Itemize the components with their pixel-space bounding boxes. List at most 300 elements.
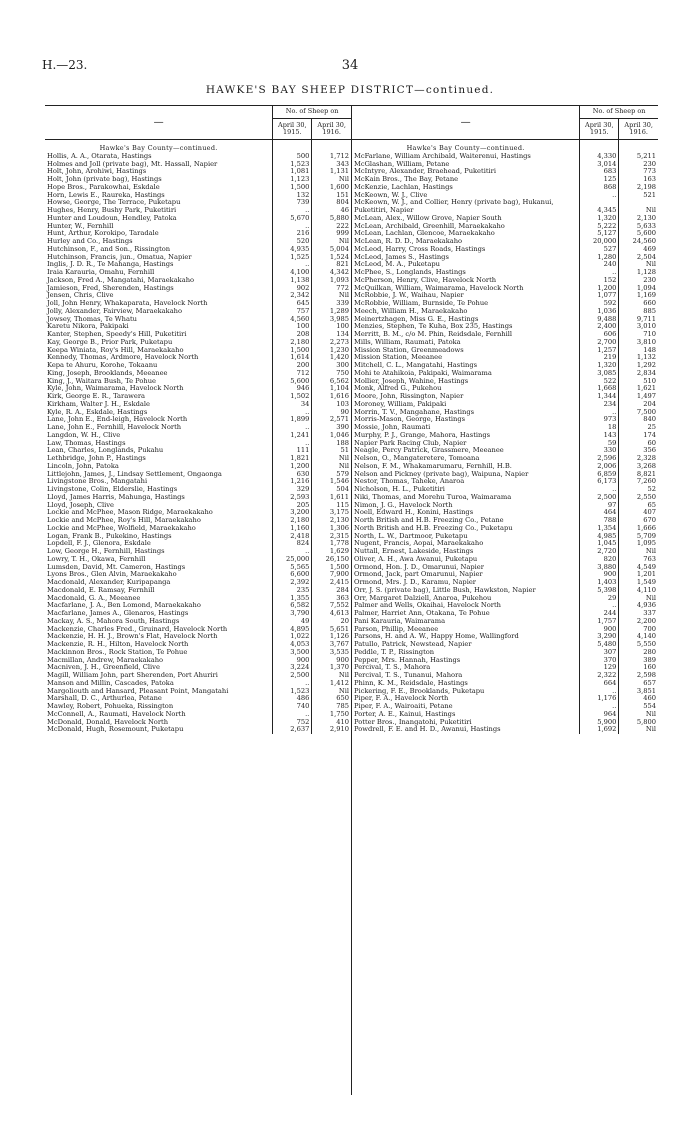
sheep-1916-cell: 188 bbox=[312, 440, 351, 448]
sheep-1915-cell: 1,403 bbox=[580, 579, 619, 587]
sheep-1915-cell: 6,582 bbox=[273, 602, 312, 610]
sheep-1916-cell: 163 bbox=[619, 176, 658, 184]
sheep-1916-cell: 5,800 bbox=[619, 719, 658, 727]
document-reference: H.—23. bbox=[42, 58, 88, 72]
owner-address-cell: Moroney, William, Pakipaki bbox=[354, 399, 447, 408]
sheep-1915-cell: 900 bbox=[580, 626, 619, 634]
sheep-1916-cell: 1,104 bbox=[312, 385, 351, 393]
owner-address-cell: Powdrell, F. E. and H. D., Awanui, Hastings bbox=[354, 725, 501, 734]
sheep-1916-cell: 772 bbox=[312, 285, 351, 293]
sheep-1915-cell: .. bbox=[273, 440, 312, 448]
sheep-1916-cell: 2,415 bbox=[312, 579, 351, 587]
owner-address-cell: McRobbie, William, Burnside, Te Pohue bbox=[354, 299, 489, 307]
sheep-1916-cell: 1,524 bbox=[312, 254, 351, 262]
sheep-1915-cell: 3,790 bbox=[273, 610, 312, 618]
owner-address-cell: Orr, J. S. (private bag), Little Bush, Hawkston, Napier bbox=[354, 585, 536, 594]
owner-address-cell: Jowsey, Thomas, Te Whatu bbox=[47, 314, 137, 323]
owner-address-cell: McIntyre, Alexander, Braehead, Puketitiri bbox=[354, 167, 497, 176]
sheep-1916-cell: 1,131 bbox=[312, 168, 351, 176]
section-heading: Hawke's Bay County—continued. bbox=[406, 144, 525, 152]
owner-address-cell: King, J., Waitara Bush, Te Pohue bbox=[47, 376, 156, 385]
owner-address-cell: Macfarlane, J. A., Ben Lomond, Maraekakaho bbox=[47, 601, 201, 610]
sheep-1916-cell: 657 bbox=[619, 680, 658, 688]
sheep-1916-cell: 1,132 bbox=[619, 354, 658, 362]
sheep-1915-cell: 820 bbox=[580, 556, 619, 564]
sheep-1916-cell: 821 bbox=[312, 261, 351, 269]
sheep-1915-cell: 1,355 bbox=[273, 595, 312, 603]
sheep-1916-cell: 1,420 bbox=[312, 354, 351, 362]
sheep-1916-cell: 1,095 bbox=[619, 540, 658, 548]
owner-address-cell: Percival, T. S., Tunanui, Mahora bbox=[354, 671, 463, 679]
sheep-1916-cell: 20 bbox=[312, 618, 351, 626]
sheep-1915-cell: 1,692 bbox=[580, 726, 619, 734]
owner-address-cell: Jolly, Alexander, Fairview, Maraekakaho bbox=[47, 306, 183, 315]
sheep-1915-cell: 3,224 bbox=[273, 664, 312, 672]
owner-address-cell: Nelson, O., Mangateretere, Tomoana bbox=[354, 454, 480, 462]
owner-address-cell: McFarlane, William Archibald, Waiterenui, Hastings bbox=[354, 151, 531, 160]
owner-address-cell: Pickering, F. E., Brooklands, Puketapu bbox=[354, 686, 485, 695]
sheep-1915-cell: 1,320 bbox=[580, 215, 619, 223]
sheep-1915-cell: 6,600 bbox=[273, 571, 312, 579]
sheep-1915-cell: 964 bbox=[580, 711, 619, 719]
owner-address-cell: Mackinnon Bros., Rock Station, Te Pohue bbox=[47, 647, 188, 656]
sheep-1915-cell: .. bbox=[273, 207, 312, 215]
sheep-1915-cell: 1,523 bbox=[273, 161, 312, 169]
owner-address-cell: Phinn, K. M., Reidsdale, Hastings bbox=[354, 678, 468, 687]
owner-address-cell: Marshall, D. C., Arthurlea, Petane bbox=[47, 694, 162, 703]
sheep-1915-cell: 1,176 bbox=[580, 695, 619, 703]
sheep-1915-cell: 2,593 bbox=[273, 494, 312, 502]
sheep-1915-cell: 522 bbox=[580, 378, 619, 386]
sheep-1916-cell: 134 bbox=[312, 331, 351, 339]
sheep-1916-cell: 710 bbox=[619, 331, 658, 339]
owner-address-cell: Palmer, Harriet Ann, Otakana, Te Pohue bbox=[354, 609, 490, 617]
owner-address-cell: Holmes and Joll (private bag), Mt. Hassall, Napier bbox=[47, 159, 218, 168]
sheep-1916-cell: Nil bbox=[619, 199, 658, 215]
sheep-1916-cell: 1,497 bbox=[619, 393, 658, 401]
sheep-1915-cell: 4,985 bbox=[580, 533, 619, 541]
name-column-header: — bbox=[352, 106, 580, 140]
sheep-1915-cell: 18 bbox=[580, 424, 619, 432]
sheep-1915-cell: 9,488 bbox=[580, 316, 619, 324]
sheep-1915-cell: 752 bbox=[273, 719, 312, 727]
owner-address-cell: Kennedy, Thomas, Ardmore, Havelock North bbox=[47, 353, 199, 362]
owner-address-cell: Nugent, Francis, Aopai, Maraekakaho bbox=[354, 539, 484, 548]
owner-address-cell: Lane, John E., Fernhill, Havelock North bbox=[47, 423, 182, 431]
sheep-1915-cell: .. bbox=[580, 703, 619, 711]
sheep-1915-cell: 97 bbox=[580, 502, 619, 510]
sheep-1915-cell: 973 bbox=[580, 416, 619, 424]
sheep-1915-cell: 2,720 bbox=[580, 548, 619, 556]
owner-address-cell: Mackenzie, R. H., Hilton, Havelock North bbox=[47, 640, 189, 648]
owner-address-cell: Pepper, Mrs. Hannah, Hastings bbox=[354, 655, 461, 664]
column-header-1916: April 30, 1916. bbox=[619, 119, 658, 140]
sheep-1916-cell: 1,292 bbox=[619, 362, 658, 370]
sheep-1916-cell: 763 bbox=[619, 556, 658, 564]
owner-address-cell: Kyle, John, Waimarama, Havelock North bbox=[47, 384, 184, 393]
owner-address-cell: Hutchinson, Francis, jun., Omatua, Napier bbox=[47, 252, 192, 261]
owner-address-cell: McQuilkan, William, Waimarama, Havelock North bbox=[354, 283, 524, 292]
owner-address-cell: Nelson and Pickney (private bag), Waipuna, Napier bbox=[354, 469, 529, 478]
sheep-1916-cell: 4,140 bbox=[619, 633, 658, 641]
sheep-1916-cell: 2,598 bbox=[619, 672, 658, 680]
owner-address-cell: Mission Station, Greenmeadows bbox=[354, 345, 464, 354]
owner-address-cell: Percival, T. S., Mahora bbox=[354, 663, 431, 672]
sheep-1915-cell: 3,085 bbox=[580, 370, 619, 378]
column-header-1916: April 30, 1916. bbox=[312, 119, 351, 140]
sheep-1915-cell: 2,700 bbox=[580, 339, 619, 347]
sheep-1916-cell: 1,616 bbox=[312, 393, 351, 401]
owner-address-cell: McDonald, Donald, Havelock North bbox=[47, 717, 169, 726]
owner-address-cell: Napier Park Racing Club, Napier bbox=[354, 438, 467, 447]
table-row bbox=[45, 726, 351, 734]
sheep-1915-cell: 1,668 bbox=[580, 385, 619, 393]
sheep-1915-cell: 1,216 bbox=[273, 478, 312, 486]
sheep-1915-cell: 2,418 bbox=[273, 533, 312, 541]
sheep-1915-cell: 4,100 bbox=[273, 269, 312, 277]
owner-address-cell: Mitchell, C. L., Mangatahi, Hastings bbox=[354, 361, 478, 369]
owner-address-cell: Macdonald, E. Ramsay, Fernhill bbox=[47, 585, 155, 594]
sheep-1915-cell: 4,345 bbox=[580, 199, 619, 215]
left-table-body bbox=[45, 140, 351, 735]
sheep-1915-cell: 132 bbox=[273, 192, 312, 200]
sheep-1915-cell: .. bbox=[580, 409, 619, 417]
owner-address-cell: Manson and Millin, Cascades, Patoka bbox=[47, 678, 174, 687]
sheep-1915-cell: 2,500 bbox=[273, 672, 312, 680]
sheep-1915-cell: 664 bbox=[580, 680, 619, 688]
owner-address-cell: Karetu Nikora, Pakipaki bbox=[47, 322, 129, 331]
sheep-1915-cell: 900 bbox=[273, 657, 312, 665]
sheep-1916-cell: 7,500 bbox=[619, 409, 658, 417]
sheep-1916-cell: 2,328 bbox=[619, 455, 658, 463]
table-row bbox=[352, 199, 658, 215]
sheep-1916-cell: Nil bbox=[312, 688, 351, 696]
sheep-1916-cell: 300 bbox=[312, 362, 351, 370]
owner-address-cell: McKeown, W. J., and Collier, Henry (private bag), Hukanui, Puketitiri, Napier bbox=[354, 198, 554, 214]
sheep-1916-cell: Nil bbox=[312, 292, 351, 300]
sheep-1916-cell: 510 bbox=[619, 378, 658, 386]
sheep-1915-cell: 34 bbox=[273, 401, 312, 409]
sheep-1916-cell: 2,550 bbox=[619, 494, 658, 502]
owner-address-cell: Magill, William John, part Sherenden, Port Ahuriri bbox=[47, 671, 218, 679]
owner-address-cell: Lockie and McPhee, Mason Ridge, Maraekakaho bbox=[47, 508, 213, 517]
sheep-1915-cell: .. bbox=[273, 409, 312, 417]
sheep-1916-cell: 1,126 bbox=[312, 633, 351, 641]
owner-address-cell: Palmer and Wells, Okaihai, Havelock North bbox=[354, 601, 501, 610]
sheep-1915-cell: 219 bbox=[580, 354, 619, 362]
owner-address-cell: Potter Bros., Inangatohi, Puketitiri bbox=[354, 717, 472, 726]
owner-address-cell: Holt, John (private bag), Hastings bbox=[47, 175, 162, 183]
sheep-1915-cell: 1,022 bbox=[273, 633, 312, 641]
sheep-1915-cell: 5,900 bbox=[580, 719, 619, 727]
name-column-header: — bbox=[45, 106, 273, 140]
owner-address-cell: McRobbie, J. W., Waihau, Napier bbox=[354, 291, 464, 300]
owner-address-cell: Noell, Edward H., Konini, Hastings bbox=[354, 508, 474, 517]
sheep-1915-cell: 3,014 bbox=[580, 161, 619, 169]
sheep-1916-cell: 660 bbox=[619, 300, 658, 308]
sheep-1916-cell: 3,268 bbox=[619, 463, 658, 471]
sheep-1916-cell: 7,552 bbox=[312, 602, 351, 610]
column-header-1915: April 30, 1915. bbox=[273, 119, 312, 140]
sheep-1916-cell: Nil bbox=[312, 238, 351, 246]
sheep-1915-cell: 5,127 bbox=[580, 230, 619, 238]
owner-address-cell: Inglis, J. D. R., Te Mahanga, Hastings bbox=[47, 260, 174, 269]
sheep-1915-cell: 606 bbox=[580, 331, 619, 339]
owner-address-cell: Orr, Margaret Dalziell, Anaroa, Pukehou bbox=[354, 593, 492, 602]
sheep-1915-cell: 739 bbox=[273, 199, 312, 207]
sheep-1915-cell: 2,400 bbox=[580, 323, 619, 331]
sheep-1916-cell: 1,128 bbox=[619, 269, 658, 277]
sheep-1915-cell: 6,859 bbox=[580, 471, 619, 479]
sheep-1915-cell: 111 bbox=[273, 447, 312, 455]
sheep-1916-cell: 700 bbox=[619, 626, 658, 634]
sheep-1916-cell: 2,834 bbox=[619, 370, 658, 378]
sheep-1915-cell: 757 bbox=[273, 308, 312, 316]
sheep-1915-cell: 902 bbox=[273, 285, 312, 293]
sheep-returns-tables bbox=[45, 105, 657, 1095]
owner-address-cell: McConnell, A., Raumati, Havelock North bbox=[47, 709, 186, 718]
sheep-1916-cell: 7,900 bbox=[312, 571, 351, 579]
owner-address-cell: Joll, John Henry, Whakaparata, Havelock North bbox=[47, 299, 208, 307]
owner-address-cell: Mackay, A. S., Mahora South, Hastings bbox=[47, 616, 180, 625]
sheep-1915-cell: 2,392 bbox=[273, 579, 312, 587]
owner-address-cell: Hunt, Arthur, Korokipo, Taradale bbox=[47, 229, 159, 238]
owner-address-cell: North British and H.B. Freezing Co., Petane bbox=[354, 516, 504, 524]
sheep-1916-cell: 407 bbox=[619, 509, 658, 517]
owner-address-cell: Logan, Frank B., Pukekino, Hastings bbox=[47, 531, 172, 540]
sheep-1915-cell: 1,614 bbox=[273, 354, 312, 362]
owner-address-cell: McLeod, M. A., Puketapu bbox=[354, 260, 440, 269]
sheep-1916-cell: 785 bbox=[312, 703, 351, 711]
section-heading: Hawke's Bay County—continued. bbox=[99, 144, 218, 152]
owner-address-cell: Menzies, Stephen, Te Kuha, Box 235, Hastings bbox=[354, 322, 513, 331]
sheep-1916-cell: 5,004 bbox=[312, 246, 351, 254]
sheep-1915-cell: 2,180 bbox=[273, 339, 312, 347]
owner-address-cell: Lethbridge, John P., Hastings bbox=[47, 454, 146, 462]
sheep-1916-cell: 5,880 bbox=[312, 215, 351, 223]
sheep-1915-cell: 49 bbox=[273, 618, 312, 626]
right-table-column bbox=[351, 105, 658, 1095]
sheep-1915-cell: 868 bbox=[580, 184, 619, 192]
table-row bbox=[352, 726, 658, 734]
page-header bbox=[42, 58, 658, 74]
owner-address-cell: Oliver, A. H., Awa Awanui, Puketapu bbox=[354, 554, 478, 563]
sheep-1915-cell: 500 bbox=[273, 153, 312, 161]
sheep-1915-cell: 1,757 bbox=[580, 618, 619, 626]
sheep-1916-cell: 2,315 bbox=[312, 533, 351, 541]
sheep-1916-cell: 356 bbox=[619, 447, 658, 455]
owner-address-cell: Porter, A. E., Kainui, Hastings bbox=[354, 709, 456, 718]
owner-address-cell: Kirk, George E. R., Tarawera bbox=[47, 392, 146, 400]
sheep-1916-cell: 1,712 bbox=[312, 153, 351, 161]
sheep-1915-cell: 740 bbox=[273, 703, 312, 711]
owner-address-cell: Mackenzie, Charles Fred., Gruinard, Havelock North bbox=[47, 624, 228, 633]
sheep-1915-cell: 2,596 bbox=[580, 455, 619, 463]
owner-address-cell: McPherson, Henry, Clive, Havelock North bbox=[354, 275, 497, 284]
sheep-1915-cell: 1,160 bbox=[273, 525, 312, 533]
owner-address-cell: Mollier, Joseph, Wahine, Hastings bbox=[354, 376, 469, 385]
sheep-1916-cell: 5,211 bbox=[619, 153, 658, 161]
owner-address-cell: Hunter, W., Fernhill bbox=[47, 221, 114, 230]
sheep-1916-cell: 1,500 bbox=[312, 564, 351, 572]
sheep-1916-cell: 103 bbox=[312, 401, 351, 409]
sheep-1915-cell: 5,600 bbox=[273, 378, 312, 386]
sheep-1915-cell: 329 bbox=[273, 486, 312, 494]
sheep-1915-cell: 464 bbox=[580, 509, 619, 517]
sheep-1915-cell: 1,821 bbox=[273, 455, 312, 463]
sheep-1916-cell: 3,810 bbox=[619, 339, 658, 347]
sheep-1915-cell: 1,241 bbox=[273, 432, 312, 440]
owner-address-cell: Jensen, Chris, Clive bbox=[47, 291, 114, 300]
sheep-1915-cell: 1,502 bbox=[273, 393, 312, 401]
sheep-1916-cell: Nil bbox=[619, 711, 658, 719]
owner-address-cell: McLeod, James S., Hastings bbox=[354, 252, 449, 261]
owner-address-cell: Mills, William, Raumati, Patoka bbox=[354, 337, 461, 346]
owner-address-cell: Kanter, Stephen, Speedy's Hill, Puketitiri bbox=[47, 330, 187, 338]
sheep-1916-cell: 3,851 bbox=[619, 688, 658, 696]
sheep-1916-cell: Nil bbox=[312, 176, 351, 184]
owner-address-cell: Livingstone Bros., Mangatahi bbox=[47, 477, 148, 486]
sheep-1916-cell: 5,651 bbox=[312, 626, 351, 634]
sheep-1915-cell: 1,077 bbox=[580, 292, 619, 300]
owner-address-cell: Nuttall, Ernest, Lakeside, Hastings bbox=[354, 547, 474, 555]
sheep-1915-cell: .. bbox=[273, 223, 312, 231]
sheep-1916-cell: 9,711 bbox=[619, 316, 658, 324]
owner-address-cell: Nelson, F. M., Whakamarumaru, Fernhill, H.B. bbox=[354, 461, 512, 470]
owner-address-cell: McLeod, Harry, Cross Roads, Hastings bbox=[354, 244, 486, 253]
owner-address-cell: Hunter and Loudoun, Hendley, Patoka bbox=[47, 213, 177, 222]
owner-address-cell: King, Joseph, Brooklands, Meeanee bbox=[47, 368, 168, 377]
owner-address-cell: Hughes, Henry, Bushy Park, Puketitiri bbox=[47, 206, 177, 214]
sheep-1916-cell: 2,198 bbox=[619, 184, 658, 192]
owner-address-cell: McLean, Archibald, Greenhill, Maraekakaho bbox=[354, 221, 505, 230]
sheep-1916-cell: 390 bbox=[312, 424, 351, 432]
owner-address-cell: Howse, George, The Terrace, Puketapu bbox=[47, 198, 181, 207]
owner-address-cell: Merritt, B. M., c/o M. Phin, Reidsdale, Fernhill bbox=[354, 330, 513, 338]
sheep-1915-cell: 1,320 bbox=[580, 362, 619, 370]
sheep-1915-cell: 683 bbox=[580, 168, 619, 176]
sheep-1915-cell: 20,000 bbox=[580, 238, 619, 246]
owner-address-cell: Lloyd, Joseph, Clive bbox=[47, 500, 114, 509]
sheep-1916-cell: Nil bbox=[619, 726, 658, 734]
sheep-1915-cell: 2,180 bbox=[273, 517, 312, 525]
sheep-1915-cell: 3,290 bbox=[580, 633, 619, 641]
sheep-1916-cell: 2,130 bbox=[619, 215, 658, 223]
owner-address-cell: Parson, Phillip, Meeanee bbox=[354, 624, 439, 633]
owner-address-cell: Mohi te Atahikoia, Pakipaki, Waimarama bbox=[354, 368, 492, 377]
sheep-1916-cell: 2,571 bbox=[312, 416, 351, 424]
right-table bbox=[352, 105, 658, 734]
left-table-column bbox=[45, 105, 351, 1095]
sheep-1915-cell: .. bbox=[273, 680, 312, 688]
owner-address-cell: Langdon, W. H., Clive bbox=[47, 430, 121, 439]
owner-address-cell: Littlejohn, James, J., Lindsay Settlement, Ongaonga bbox=[47, 469, 222, 478]
right-table-body bbox=[352, 140, 658, 735]
sheep-1916-cell: 6,562 bbox=[312, 378, 351, 386]
sheep-1915-cell: 216 bbox=[273, 230, 312, 238]
sheep-1915-cell: 4,895 bbox=[273, 626, 312, 634]
sheep-1916-cell: 339 bbox=[312, 300, 351, 308]
sheep-1916-cell: 650 bbox=[312, 695, 351, 703]
sheep-1916-cell: 115 bbox=[312, 502, 351, 510]
sheep-1915-cell: 205 bbox=[273, 502, 312, 510]
sheep-1916-cell: 840 bbox=[619, 416, 658, 424]
sheep-1915-cell: 3,200 bbox=[273, 509, 312, 517]
sheep-1915-cell: .. bbox=[273, 261, 312, 269]
owner-address-cell: Keepa Winiata, Roy's Hill, Maraekakaho bbox=[47, 345, 184, 354]
sheep-1915-cell: 125 bbox=[580, 176, 619, 184]
sheep-1916-cell: 337 bbox=[619, 610, 658, 618]
sheep-1915-cell: 824 bbox=[273, 540, 312, 548]
owner-address-cell: Piper, F. A., Wairoaiti, Petane bbox=[354, 702, 453, 710]
sheep-1916-cell: 280 bbox=[619, 649, 658, 657]
sheep-1915-cell: 1,200 bbox=[273, 463, 312, 471]
sheep-1915-cell: 1,280 bbox=[580, 254, 619, 262]
owner-address-cell: Law, Thomas, Hastings bbox=[47, 438, 126, 447]
owner-address-cell: Lockie and McPhee, Wolfield, Maraekakaho bbox=[47, 523, 196, 532]
sheep-1916-cell: 25 bbox=[619, 424, 658, 432]
sheep-1916-cell: 1,306 bbox=[312, 525, 351, 533]
sheep-1915-cell: 5,670 bbox=[273, 215, 312, 223]
sheep-1916-cell: 26,150 bbox=[312, 556, 351, 564]
owner-address-cell: Macniven, J. H., Greenfield, Clive bbox=[47, 663, 160, 672]
owner-address-cell: Macdonald, Alexander, Kuripapanga bbox=[47, 578, 171, 586]
sheep-1915-cell: 2,637 bbox=[273, 726, 312, 734]
owner-address-cell: Kepa te Ahuru, Korohe, Tokaanu bbox=[47, 361, 158, 369]
sheep-1915-cell: 29 bbox=[580, 595, 619, 603]
sheep-1916-cell: 670 bbox=[619, 517, 658, 525]
sheep-1915-cell: 946 bbox=[273, 385, 312, 393]
owner-address-cell: Mawley, Robert, Pohueka, Rissington bbox=[47, 702, 174, 710]
sheep-1916-cell: Nil bbox=[619, 261, 658, 269]
sheep-1915-cell: 900 bbox=[580, 571, 619, 579]
sheep-1916-cell: 999 bbox=[312, 230, 351, 238]
sheep-1915-cell: 1,123 bbox=[273, 176, 312, 184]
sheep-1915-cell: 5,398 bbox=[580, 587, 619, 595]
sheep-1916-cell: 52 bbox=[619, 486, 658, 494]
sheep-1915-cell: 645 bbox=[273, 300, 312, 308]
owner-address-cell: Ormond, Hon. J. D., Omarunui, Napier bbox=[354, 562, 484, 571]
sheep-1916-cell: 148 bbox=[619, 347, 658, 355]
sheep-1916-cell: 24,560 bbox=[619, 238, 658, 246]
sheep-1916-cell: Nil bbox=[312, 463, 351, 471]
sheep-1915-cell: 4,560 bbox=[273, 316, 312, 324]
sheep-1915-cell: 5,222 bbox=[580, 223, 619, 231]
owner-address-cell: McLean, Lachlan, Glencoe, Maraekakaho bbox=[354, 229, 495, 238]
owner-address-cell: McDonald, Hugh, Rosemount, Puketapu bbox=[47, 725, 184, 734]
sheep-1916-cell: 750 bbox=[312, 370, 351, 378]
sheep-1916-cell: 1,621 bbox=[619, 385, 658, 393]
sheep-1916-cell: 885 bbox=[619, 308, 658, 316]
owner-address-cell: McKenzie, Lachlan, Hastings bbox=[354, 182, 453, 191]
sheep-1915-cell: 630 bbox=[273, 471, 312, 479]
sheep-1916-cell: 1,549 bbox=[619, 579, 658, 587]
sheep-1916-cell: 46 bbox=[312, 207, 351, 215]
sheep-1915-cell: 4,935 bbox=[273, 246, 312, 254]
sheep-1915-cell: 235 bbox=[273, 587, 312, 595]
sheep-1916-cell: 1,412 bbox=[312, 680, 351, 688]
sheep-1916-cell: 3,767 bbox=[312, 641, 351, 649]
sheep-1915-cell: 152 bbox=[580, 277, 619, 285]
sheep-1916-cell: 5,633 bbox=[619, 223, 658, 231]
sheep-1916-cell: Nil bbox=[619, 595, 658, 603]
sheep-1915-cell: .. bbox=[273, 711, 312, 719]
sheep-1916-cell: 389 bbox=[619, 657, 658, 665]
sheep-1915-cell: .. bbox=[580, 192, 619, 200]
sheep-1915-cell: .. bbox=[273, 548, 312, 556]
owner-address-cell: Murphy, P. J., Grange, Mahora, Hastings bbox=[354, 430, 491, 439]
owner-address-cell: Lyons Bros., Glen Alvin, Maraekakaho bbox=[47, 570, 177, 579]
